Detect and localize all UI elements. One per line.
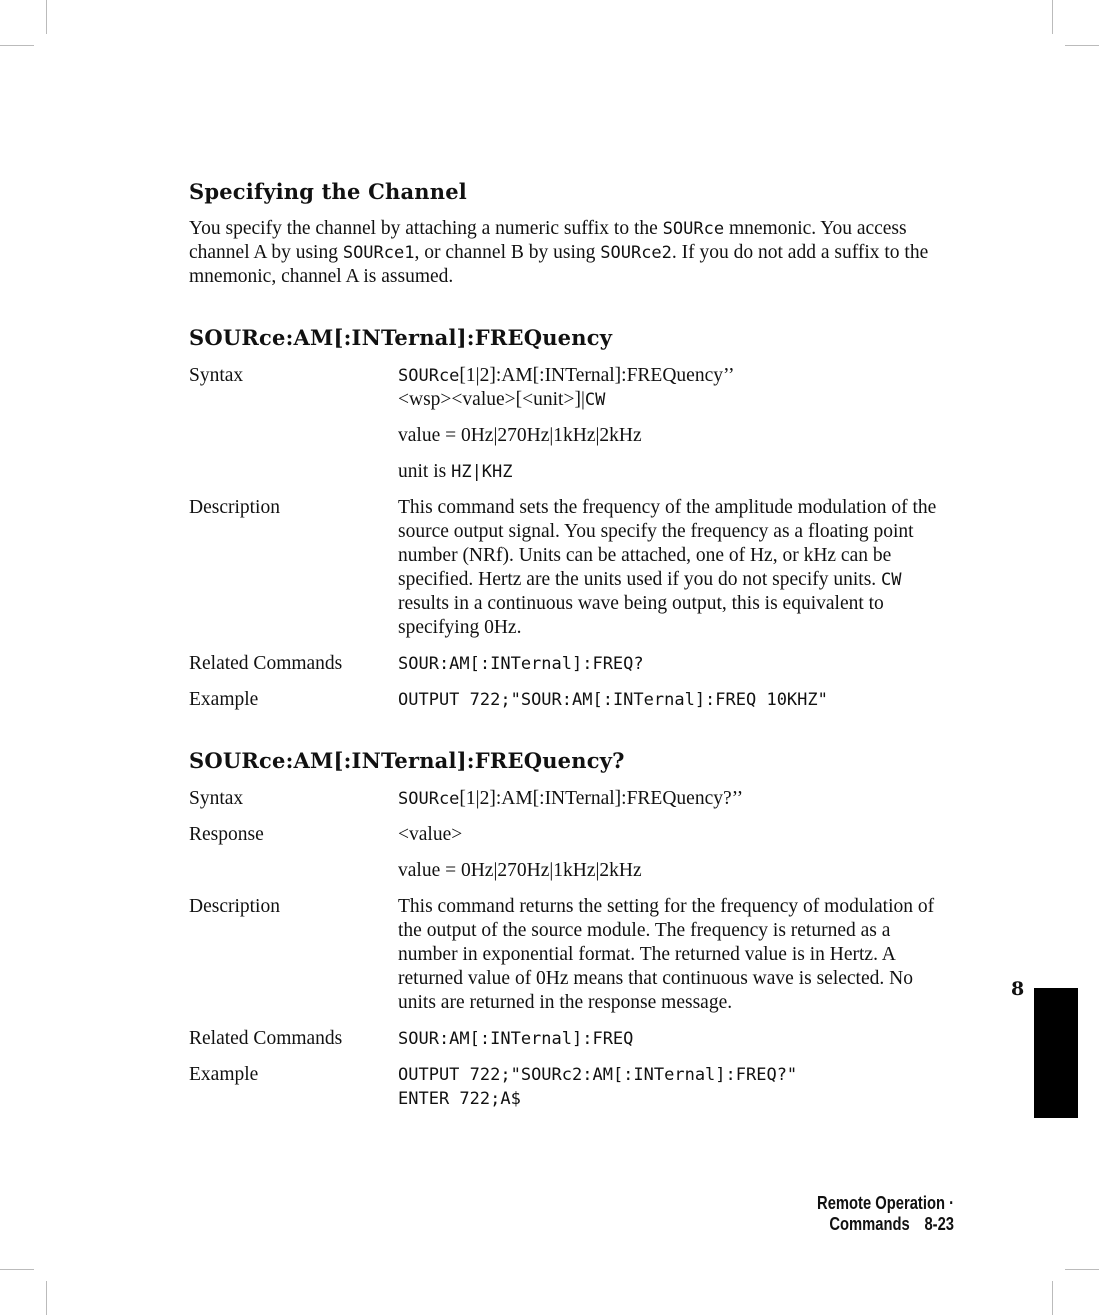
intro-code: SOURce — [662, 219, 725, 239]
page-number: 8-23 — [924, 1214, 954, 1234]
intro-text: mnemonic. You access channel A by using — [189, 218, 907, 263]
example-row — [189, 1063, 949, 1111]
value-row — [189, 424, 949, 448]
description-text — [398, 496, 943, 640]
intro-code: SOURce2 — [600, 243, 672, 263]
response-value: <value> — [398, 824, 463, 845]
example-prefix: ENTER 722; — [398, 1089, 501, 1109]
example-code — [398, 1063, 943, 1111]
response-row — [189, 823, 949, 847]
page-footer — [713, 1193, 954, 1235]
description-row — [189, 496, 949, 640]
crop-mark — [1052, 1281, 1053, 1315]
syntax-code: CW — [584, 390, 606, 410]
syntax-text: [1|2]:AM[:INTernal]:FREQuency?’’ — [459, 788, 744, 809]
unit-row — [189, 460, 949, 484]
section-heading: Specifying the Channel — [189, 179, 467, 204]
crop-mark — [46, 1281, 47, 1315]
description-part: This command sets the frequency of the amplitude modulation of the source output signal. You specify the frequency as a floating point number (NRf). Units can be attached, one of Hz, or kHz can be specified. Hertz are the units used if you do not specify units. — [398, 497, 937, 590]
related-row — [189, 1027, 949, 1051]
command-heading: SOURce:AM[:INTernal]:FREQuency — [189, 325, 613, 350]
crop-mark — [1052, 0, 1053, 34]
crop-mark — [0, 1269, 34, 1270]
syntax-text: <wsp><value>[<unit>]| — [398, 389, 585, 410]
unit-text: unit is — [398, 461, 452, 482]
row-label: Syntax — [189, 788, 244, 809]
intro-text: You specify the channel by attaching a numeric suffix to the — [189, 218, 663, 239]
intro-text: . If you do not add a suffix to the mnemonic, channel A is assumed. — [189, 242, 929, 287]
intro-code: SOURce1 — [342, 243, 415, 263]
value-row — [189, 859, 949, 883]
crop-mark — [46, 0, 47, 34]
crop-mark — [1065, 1269, 1099, 1270]
value-line: value = 0Hz|270Hz|1kHz|2kHz — [398, 860, 642, 881]
syntax-row — [189, 787, 949, 811]
example-string: "SOUR:AM[:INTernal]:FREQ 10KHZ" — [510, 690, 828, 710]
related-row — [189, 652, 949, 676]
command-section-frequency — [189, 322, 949, 712]
related-command: SOUR:AM[:INTernal]:FREQ? — [398, 654, 644, 674]
intro-paragraph — [189, 217, 949, 289]
footer-title: Remote Operation · Commands — [817, 1193, 954, 1234]
syntax-row — [189, 364, 949, 412]
unit-line — [398, 460, 943, 484]
related-command: SOUR:AM[:INTernal]:FREQ — [398, 1029, 634, 1049]
chapter-thumb-tab — [1034, 988, 1078, 1118]
syntax-value — [398, 364, 943, 412]
chapter-tab-number: 8 — [1011, 978, 1025, 1000]
intro-text: , or channel B by using — [414, 242, 601, 263]
syntax-code: SOURce — [398, 789, 460, 809]
command-section-frequency-query — [189, 745, 949, 1111]
unit-code: HZ|KHZ — [451, 462, 513, 482]
description-text: This command returns the setting for the frequency of modulation of the output of the source module. The frequency is returned as a number in exponential format. The returned value is in Hertz. A returned value of 0Hz means that continuous wave is selected. No units are returned in the response message. — [398, 896, 935, 1013]
description-row — [189, 895, 949, 1015]
row-label: Response — [189, 824, 264, 845]
crop-mark — [1065, 45, 1099, 46]
row-label: Description — [189, 497, 280, 518]
syntax-text: [1|2]:AM[:INTernal]:FREQuency’’ — [459, 365, 735, 386]
crop-mark — [0, 45, 34, 46]
description-part: results in a continuous wave being output, this is equivalent to specifying 0Hz. — [398, 593, 884, 638]
example-row — [189, 688, 949, 712]
syntax-code: SOURce — [398, 366, 460, 386]
page-content — [189, 176, 949, 1111]
example-string: A$ — [500, 1089, 521, 1109]
row-label: Related Commands — [189, 1028, 343, 1049]
row-label: Example — [189, 689, 259, 710]
command-heading: SOURce:AM[:INTernal]:FREQuency? — [189, 748, 625, 773]
row-label: Example — [189, 1064, 259, 1085]
row-label: Description — [189, 896, 280, 917]
row-label: Related Commands — [189, 653, 343, 674]
row-label: Syntax — [189, 365, 244, 386]
example-prefix: OUTPUT 722; — [398, 1065, 511, 1085]
description-code: CW — [881, 570, 902, 590]
value-line: value = 0Hz|270Hz|1kHz|2kHz — [398, 425, 642, 446]
syntax-value — [398, 787, 943, 811]
example-string: "SOURc2:AM[:INTernal]:FREQ?" — [510, 1065, 798, 1085]
example-code — [398, 688, 943, 712]
example-prefix: OUTPUT 722; — [398, 690, 511, 710]
